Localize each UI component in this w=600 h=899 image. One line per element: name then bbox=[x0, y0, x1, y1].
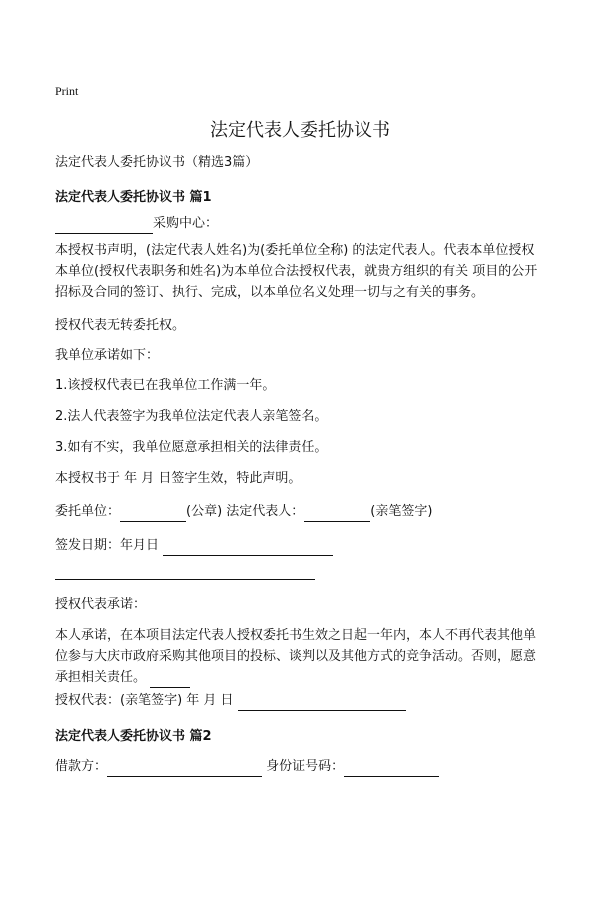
print-label: Print bbox=[55, 84, 79, 98]
rep-signature-row bbox=[55, 690, 406, 711]
list-item: 2.法人代表签字为我单位法定代表人亲笔签名。 bbox=[55, 409, 328, 424]
seal-label: (公章) 法定代表人： bbox=[186, 504, 305, 519]
issue-date-row bbox=[55, 535, 333, 556]
list-item: 3.如有不实，我单位愿意承担相关的法律责任。 bbox=[55, 440, 328, 455]
page-title: 法定代表人委托协议书 bbox=[210, 120, 390, 141]
no-subdelegation-text: 授权代表无转委托权。 bbox=[55, 318, 186, 333]
borrower-row bbox=[55, 756, 439, 777]
issue-date-label: 签发日期：年月日 bbox=[55, 538, 160, 553]
blank-line bbox=[163, 541, 333, 556]
effective-statement: 本授权书于 年 月 日签字生效，特此声明。 bbox=[55, 471, 302, 486]
promise-heading: 授权代表承诺： bbox=[55, 597, 147, 612]
salutation bbox=[55, 213, 218, 234]
promise-intro: 我单位承诺如下： bbox=[55, 348, 160, 363]
section2-heading: 法定代表人委托协议书 篇2 bbox=[55, 729, 212, 744]
blank-line bbox=[344, 762, 439, 777]
blank-line bbox=[107, 762, 262, 777]
blank-line bbox=[304, 507, 370, 522]
sign-label: (亲笔签字) bbox=[370, 504, 433, 519]
blank-line bbox=[150, 673, 190, 688]
entrust-label: 委托单位： bbox=[55, 504, 121, 519]
rep-sign-label: 授权代表：(亲笔签字) 年 月 日 bbox=[55, 693, 234, 708]
promise-paragraph bbox=[55, 625, 545, 688]
section1-heading: 法定代表人委托协议书 篇1 bbox=[55, 190, 212, 205]
entrust-signature-row bbox=[55, 501, 432, 522]
declaration-paragraph: 本授权书声明，(法定代表人姓名)为(委托单位全称) 的法定代表人。代表本单位授权本单位(授权代表职务和姓名)为本单位合法授权代表，就贵方组织的有关 项目的公开招标及合同的签订、执行、完成，以本单位名义处理一切与之有关的事务。 bbox=[55, 243, 538, 300]
list-item: 1.该授权代表已在我单位工作满一年。 bbox=[55, 378, 276, 393]
divider-line bbox=[55, 579, 315, 580]
blank-line bbox=[55, 219, 153, 234]
blank-line bbox=[120, 507, 186, 522]
borrower-label: 借款方： bbox=[55, 759, 108, 774]
promise-text: 本人承诺，在本项目法定代表人授权委托书生效之日起一年内，本人不再代表其他单位参与大庆市政府采购其他项目的投标、谈判以及其他方式的竞争活动。否则，愿意承担相关责任。 bbox=[55, 628, 537, 685]
blank-line bbox=[238, 696, 406, 711]
id-label: 身份证号码： bbox=[266, 759, 345, 774]
salutation-suffix: 采购中心： bbox=[153, 216, 219, 231]
subtitle: 法定代表人委托协议书（精选3篇） bbox=[55, 155, 259, 170]
